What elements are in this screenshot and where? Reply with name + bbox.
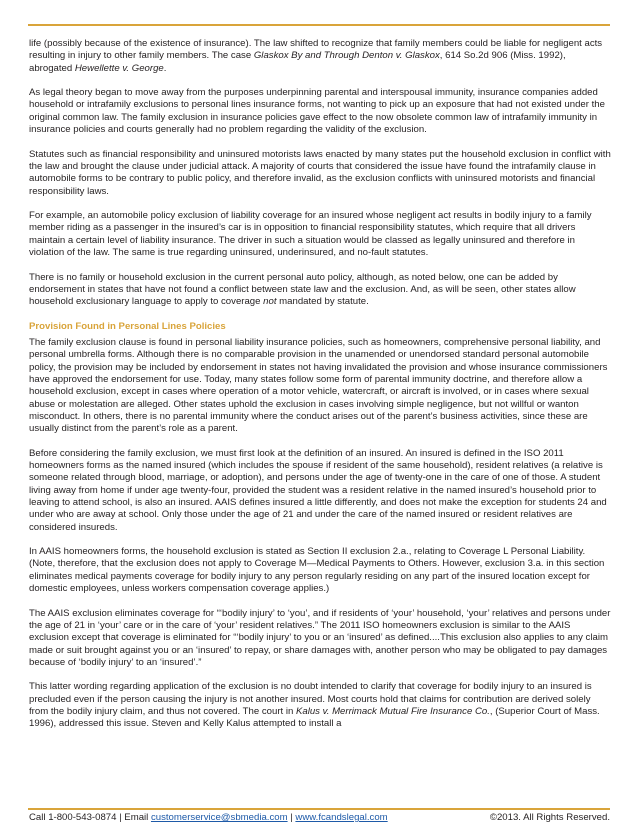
- text-segment: For example, an automobile policy exclusion of liability coverage for an insured whose negligent act results in bodily injury to a family member riding as a passenger in the insured’s car is in opposition to financial responsibility statutes, which require that all drivers maintain a certain level of liability insurance. The driver in such a situation would be classed as legally uninsured and therefore in violation of the law. The same is true regarding uninsured, underinsured, and no-fault statutes.: [29, 210, 592, 259]
- italic-text: Kalus v. Merrimack Mutual Fire Insurance Co.: [295, 706, 490, 718]
- section-heading: Provision Found in Personal Lines Policies: [29, 320, 226, 332]
- footer-email-label: Email: [124, 812, 151, 823]
- footer-separator: |: [287, 812, 296, 823]
- text-segment: Before considering the family exclusion, we must first look at the definition of an insured. An insured is defined in the ISO 2011 homeowners forms as the named insured (which includes the spouse if resident of the same household), resident relatives (a relative is someone related through blood, marriage, or adoption), and persons under the age of twenty-one in the care of one of those. A student living away from home if under age twenty-four, provided the student was a resident relative in the named insured’s household prior to leaving to attend school, is also an insured. AAIS defines insured a little differently, and does not make the exception for students 24 and under who are away at school. Only those under the age of 21 and under the care of the named insured or resident relatives are considered insureds.: [29, 447, 607, 533]
- text-segment: This latter wording regarding application of the exclusion is no doubt intended to clarify that coverage for bodily injury to an insured is precluded even if the person causing the injury is not another insured. Most courts hold that claims for contribution are derived solely from the bodily injury claim, and thus not covered. The court in: [29, 681, 592, 718]
- footer-phone: Call 1-800-543-0874: [29, 812, 117, 823]
- footer-separator: |: [116, 812, 125, 823]
- paragraph: [29, 681, 611, 730]
- italic-text: Glaskox By and Through Denton v. Glaskox: [253, 50, 440, 62]
- paragraphs-before-heading: [29, 38, 611, 309]
- paragraph: [29, 38, 611, 75]
- header-rule: [28, 24, 610, 26]
- paragraph: [29, 149, 611, 198]
- text-segment: Statutes such as financial responsibility and uninsured motorists laws enacted by many states put the household exclusion in conflict with the law and brought the clause under judicial attack. A majority of courts that considered the issue have found the intrafamily clause in automobile forms to be contrary to public policy, and therefore invalid, as the exclusion conflicts with uninsured motorists and financial responsibility laws.: [29, 148, 611, 197]
- text-segment: The AAIS exclusion eliminates coverage for “‘bodily injury’ to ‘you’, and if residents of ‘your’ household, ‘your’ relatives and persons under the age of 21 in ‘your’ care or in the care of ‘your’ resident relatives.” The 2011 ISO homeowners exclusion is similar to the AAIS exclusion except that coverage is eliminated for “‘bodily injury’ to you or an ‘insured’ as defined....This exclusion also applies to any claim made or suit brought against you or an ‘insured’ to repay, or share damages with, another person who may be obligated to pay damages because of ‘bodily injury’ to an ‘insured’.”: [29, 607, 611, 668]
- footer-rule: [28, 808, 610, 810]
- footer-copyright: ©2013. All Rights Reserved.: [489, 812, 610, 823]
- text-segment: As legal theory began to move away from the purposes underpinning parental and interspousal immunity, insurance companies added household or intrafamily exclusions to personal lines insurance forms, not wanting to pick up an exposure that had not existed under the original common law. The family exclusion in insurance policies gave effect to the now obsolete common law of intrafamily immunity in insurance policies and courts generally had no problem regarding the validity of the exclusion.: [29, 87, 605, 136]
- text-segment: , (Superior Court of Mass. 1996), addressed this issue. Steven and Kelly Kalus attempted to install a: [29, 706, 600, 730]
- paragraph: [29, 546, 611, 595]
- paragraphs-after-heading: [29, 337, 611, 731]
- footer-email-link[interactable]: customerservice@sbmedia.com: [150, 812, 288, 823]
- italic-text: not: [263, 296, 277, 308]
- paragraph: [29, 337, 611, 435]
- paragraph: [29, 448, 611, 534]
- document-body: [29, 38, 611, 743]
- paragraph: [29, 87, 611, 136]
- paragraph: [29, 608, 611, 669]
- italic-text: Hewellette v. George: [74, 62, 164, 74]
- text-segment: , 614 So.2d 906 (Miss. 1992), abrogated: [29, 50, 566, 74]
- text-segment: There is no family or household exclusion in the current personal auto policy, although, as noted below, one can be added by endorsement in states that have not found a conflict between state law and the exclusion. And, as will be seen, other states allow household exclusionary language to apply to coverage: [29, 271, 576, 308]
- footer: [29, 812, 610, 824]
- text-segment: In AAIS homeowners forms, the household exclusion is stated as Section II exclusion 2.a., relating to Coverage L Personal Liability. (Note, therefore, that the exclusion does not apply to Coverage M—Medical Payments to Others. However, exclusion 3.a. in this section eliminates medical payments coverage for bodily injury to any person regularly residing on any part of the insured location except for domestic employees, unless workers compensation coverage applies.): [29, 546, 605, 595]
- text-segment: The family exclusion clause is found in personal liability insurance policies, such as homeowners, comprehensive personal liability, and personal umbrella forms. Although there is no comparable provision in the unamended or unendorsed standard personal automobile policy, the provision may be included by endorsement in states not having invalidated the provision and whose insurance commissioners have approved the endorsement for use. Today, many states follow some form of parental immunity doctrine, and therefore allow a household exclusion, except in cases where operation of a motor vehicle, watercraft, or aircraft is involved, or in cases where sexual abuse or molestation are alleged. Other states uphold the exclusion in cases involving simple negligence, but not willful or wanton misconduct. In others, there is no parental immunity where the conduct arises out of the parent’s business activities, since these are usually distinct from the parent’s role as a parent.: [29, 337, 608, 435]
- footer-website-link[interactable]: www.fcandslegal.com: [295, 812, 388, 823]
- text-segment: .: [163, 62, 167, 74]
- paragraph: [29, 210, 611, 259]
- paragraph: [29, 272, 611, 309]
- text-segment: mandated by statute.: [276, 296, 369, 308]
- text-segment: life (possibly because of the existence of insurance). The law shifted to recognize that family members could be liable for negligent acts resulting in injury to other family members. The case: [29, 38, 603, 62]
